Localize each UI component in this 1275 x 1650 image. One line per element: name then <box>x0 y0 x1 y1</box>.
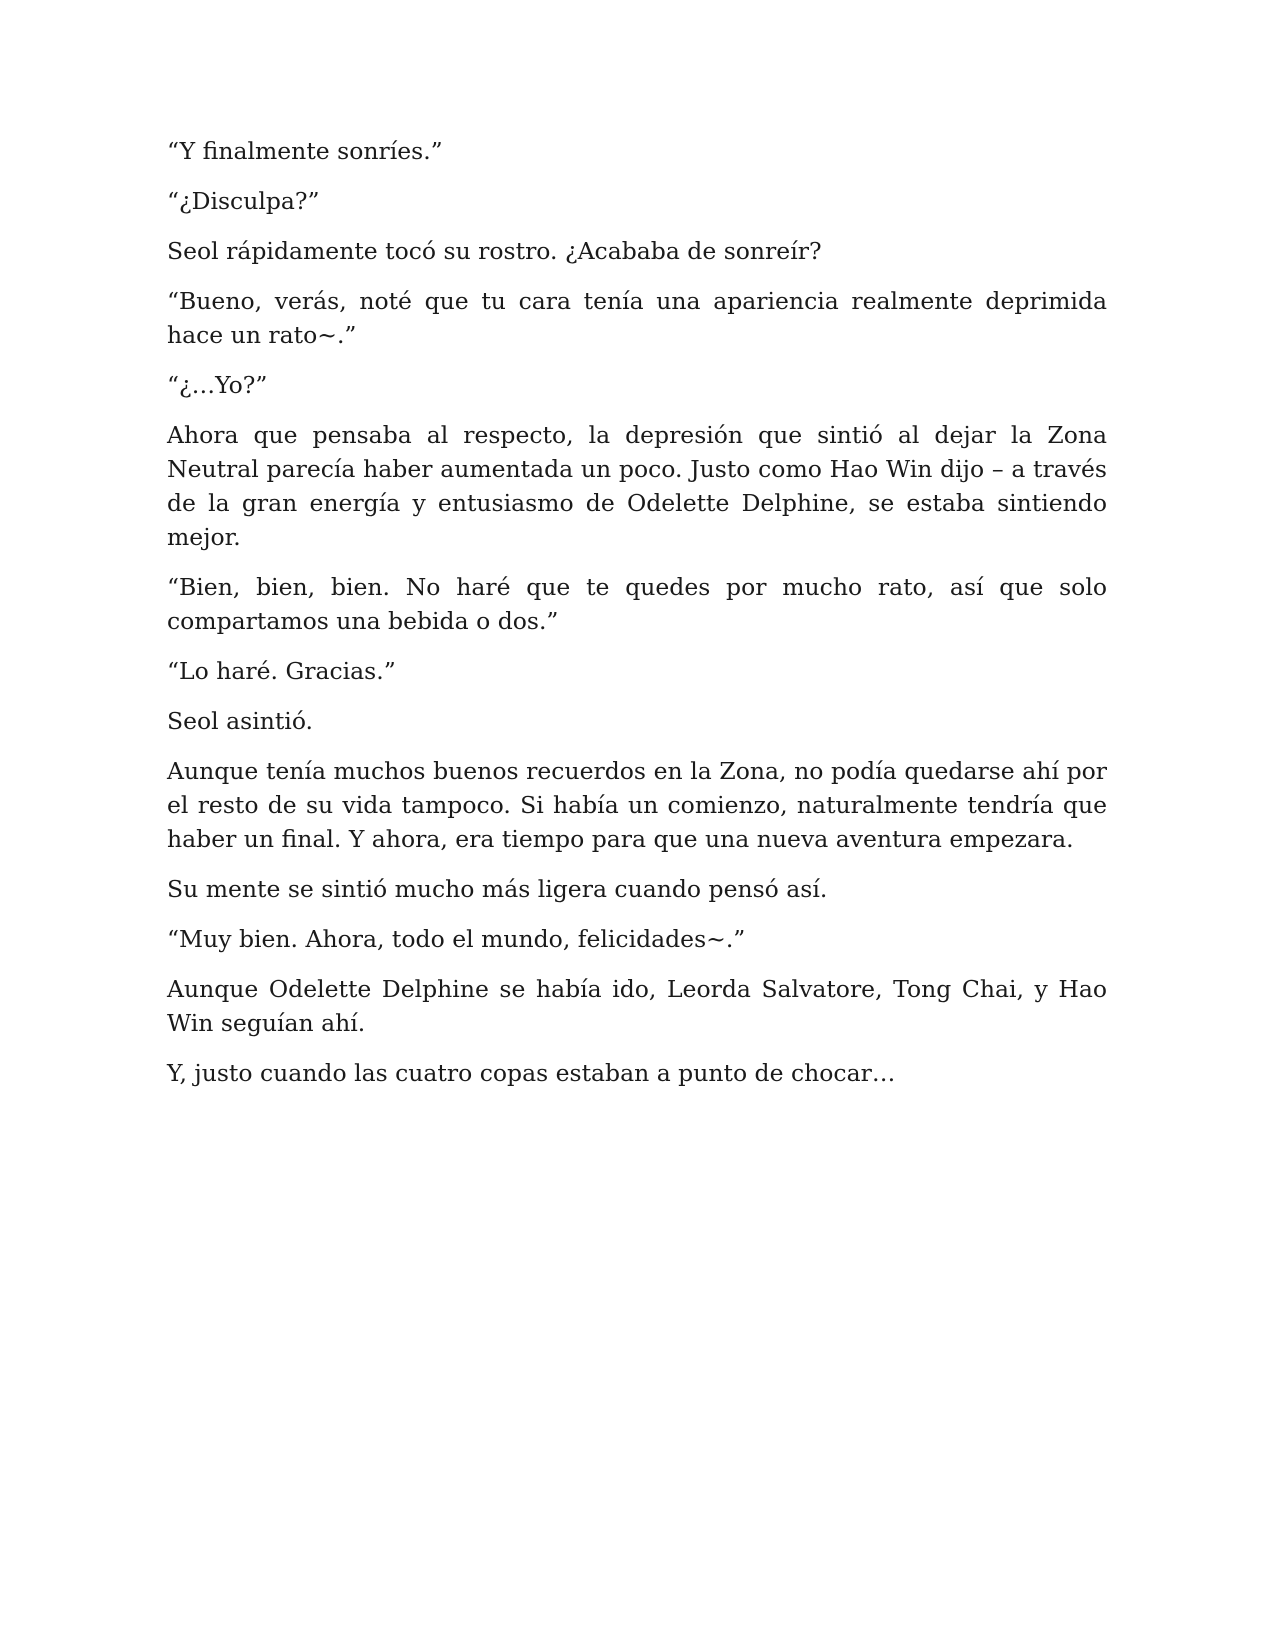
paragraph: “Y finalmente sonríes.” <box>167 137 443 165</box>
paragraph: Aunque Odelette Delphine se había ido, Leorda Salvatore, Tong Chai, y Hao Win seguían ahí. <box>167 975 1107 1037</box>
paragraph: “¿…Yo?” <box>167 371 268 399</box>
paragraph: Ahora que pensaba al respecto, la depresión que sintió al dejar la Zona Neutral parecía haber aumentada un poco. Justo como Hao Win dijo – a través de la gran energía y entusiasmo de Odelette Delphine, se estaba sintiendo mejor. <box>167 421 1107 551</box>
paragraph: “¿Disculpa?” <box>167 187 320 215</box>
paragraph: Seol asintió. <box>167 707 314 735</box>
paragraph: “Bueno, verás, noté que tu cara tenía una apariencia realmente deprimida hace un rato~.” <box>167 287 1107 349</box>
paragraph: Seol rápidamente tocó su rostro. ¿Acababa de sonreír? <box>167 237 822 265</box>
paragraph: “Bien, bien, bien. No haré que te quedes por mucho rato, así que solo compartamos una bebida o dos.” <box>167 573 1107 635</box>
document-body <box>167 134 1107 1106</box>
paragraph: Y, justo cuando las cuatro copas estaban a punto de chocar… <box>167 1059 896 1087</box>
paragraph: Su mente se sintió mucho más ligera cuando pensó así. <box>167 875 828 903</box>
paragraph: “Muy bien. Ahora, todo el mundo, felicidades~.” <box>167 925 746 953</box>
paragraph: Aunque tenía muchos buenos recuerdos en la Zona, no podía quedarse ahí por el resto de su vida tampoco. Si había un comienzo, naturalmente tendría que haber un final. Y ahora, era tiempo para que una nueva aventura empezara. <box>167 757 1107 853</box>
paragraph: “Lo haré. Gracias.” <box>167 657 396 685</box>
